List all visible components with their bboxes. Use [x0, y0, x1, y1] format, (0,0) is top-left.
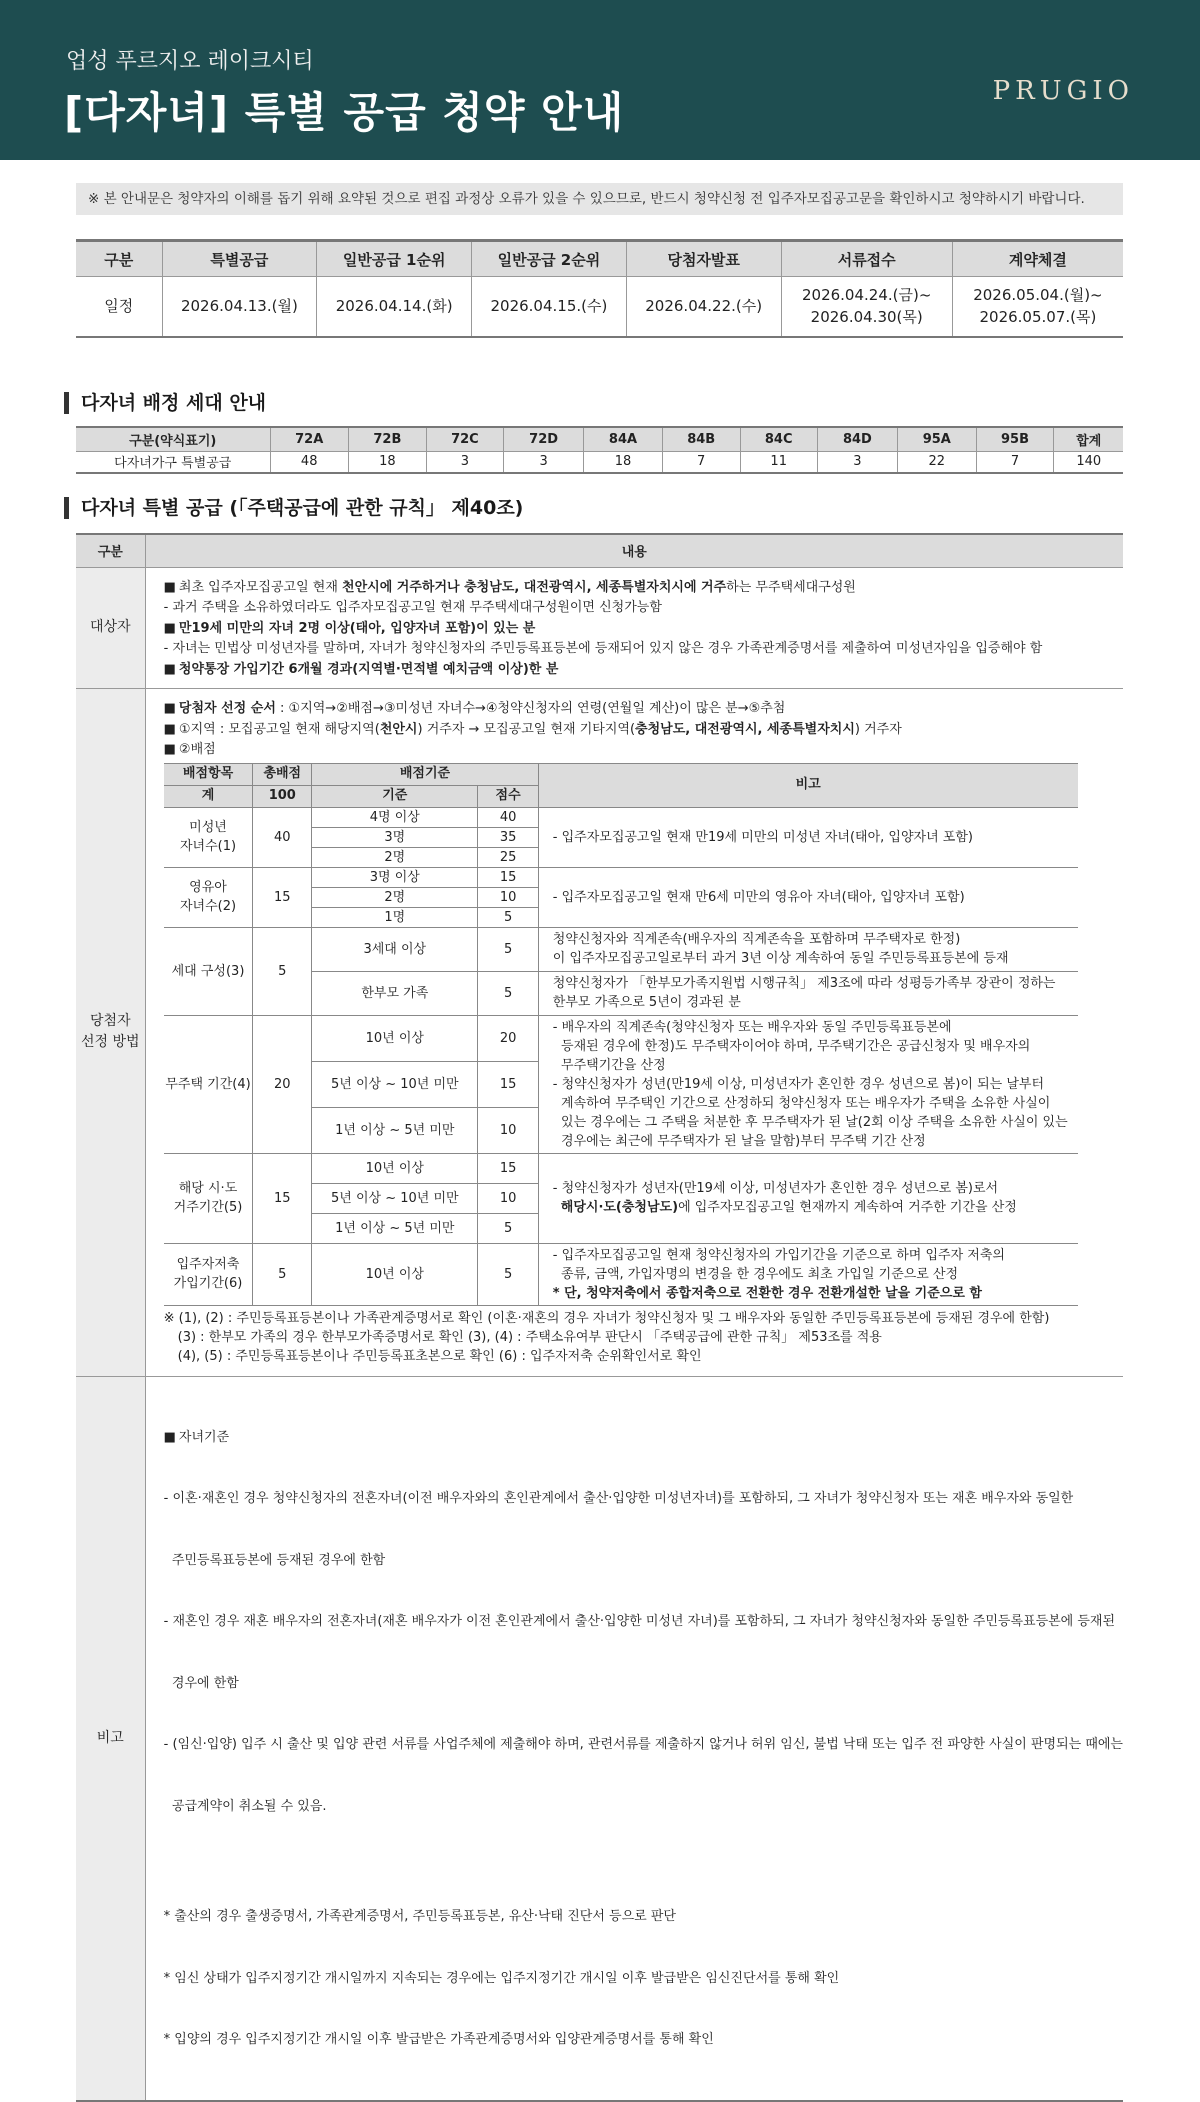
alloc-header: 72B [348, 427, 426, 451]
score-item: 무주택 기간(4) [164, 1015, 253, 1153]
score-footnotes: ※ (1), (2) : 주민등록표등본이나 가족관계증명서로 확인 (이혼·재혼의 경우 자녀가 청약신청자 및 그 배우자와 동일한 주민등록표등본에 등재된 경우에 한함) (3) : 한부모 가족의 경우 한부모가족증명서로 확인 (3), (4) : 주택소유여부 판단시 「주택공급에 관한 규칙」 제53조를 적용 (4), (5) : 주민등록표등본이나 주민등록표초본으로 확인 (6) : 입주자저축 순위확인서로 확인 [163, 1310, 1050, 1364]
eligible-label: 대상자 [76, 567, 145, 689]
schedule-date: 2026.04.13.(월) [162, 277, 317, 337]
page-header [0, 0, 1200, 160]
score-total: 20 [253, 1015, 312, 1153]
method-content: ■ 당첨자 선정 순서 : ①지역→②배점→③미성년 자녀수→④청약신청자의 연령(연월일 계산)이 많은 분→⑤추첨 ■ ①지역 : 모집공고일 현재 해당지역(천안시) 거주자 → 모집공고일 현재 기타지역(충청남도, 대전광역시, 세종특별자치시) 거주자 ■ ②배점 배점항목 총배점 배점기준 비고 계 100 기준 점수 미성년 자녀수(1) 40 4명 이상 40 - 입주자모집공고일 현재 만19세 미만의 미성년 자녀(태아, 입양자녀 포함) 3명 35 2명 25 영유아 자녀수(2) 15 3명 이상 15 - 입주자모집공고일 현재 만6세 미만의 영유아 자녀(태아, 입양자녀 포함) 2명 10 1명 5 세대 구성(3) 5 3세대 이상 5 청약신청자와 직계존속(배우자의 직계존속을 포함하며 무주택자로 한정) 이 입주자모집공고일로부터 과거 3년 이상 계속하여 동일 주민등록표등본에 등재 한부모 가족 5 청약신청자가 「한부모가족지원법 시행규칙」 제3조에 따라 성평등가족부 장관이 정하는 한부모 가족으로 5년이 경과된 분 무주택 기간(4) 20 10년 이상 20 - 배우자의 직계존속(청약신청자 또는 배우자와 동일 주민등록표등본에 등재된 경우에 한정)도 무주택자이어야 하며, 무주택기간은 공급신청자 및 배우자의 무주택기간을 산정 - 청약신청자가 성년(만19세 이상, 미성년자가 혼인한 경우 성년으로 봄)이 되는 날부터 계속하여 무주택인 기간으로 산정하되 청약신청자 또는 배우자가 주택을 소유한 사실이 있는 경우에는 그 주택을 처분한 후 무주택자가 된 날(2회 이상 주택을 소유한 사실이 있는 경우에는 최근에 무주택자가 된 날을 말함)부터 무주택 기간 산정 5년 이상 ~ 10년 미만 15 1년 이상 ~ 5년 미만 10 해당 시·도 거주기간(5) 15 10년 이상 15 - 청약신청자가 성년자(만19세 이상, 미성년자가 혼인한 경우 성년으로 봄)로서 해당시·도(충청남도)에 입주자모집공고일 현재까지 계속하여 거주한 기간을 산정 5년 이상 ~ 10년 미만 10 1년 이상 ~ 5년 미만 5 입주자저축 가입기간(6) 5 10년 이상 5 - 입주자모집공고일 현재 청약신청자의 가입기간을 기준으로 하며 입주자 저축의 종류, 금액, 가입자명의 변경을 한 경우에도 최초 가입일 기준으로 산정 * 단, 청약저축에서 종합저축으로 전환한 경우 전환개설한 날을 기준으로 함 ※ (1), (2) : 주민등록표등본이나 가족관계증명서로 확인 (이혼·재혼의 경우 자녀가 청약신청자 및 그 배우자와 동일한 주민등록표등본에 등재된 경우에 한함) (3) : 한부모 가족의 경우 한부모가족증명서로 확인 (3), (4) : 주택소유여부 판단시 「주택공급에 관한 규칙」 제53조를 적용 (4), (5) : 주민등록표등본이나 주민등록표초본으로 확인 (6) : 입주자저축 순위확인서로 확인 [145, 689, 1123, 1377]
schedule-header: 구분 [76, 241, 162, 277]
eligible-content: ■ 최초 입주자모집공고일 현재 천안시에 거주하거나 충청남도, 대전광역시, 세종특별자치시에 거주하는 무주택세대구성원 - 과거 주택을 소유하였더라도 입주자모집공고일 현재 무주택세대구성원이면 신청가능함 ■ 만19세 미만의 자녀 2명 이상(태아, 입양자녀 포함)이 있는 분 - 자녀는 민법상 미성년자를 말하며, 자녀가 청약신청자의 주민등록표등본에 등재되어 있지 않은 경우 가족관계증명서를 제출하여 미성년자임을 입증해야 함 ■ 청약통장 가입기간 6개월 경과(지역별·면적별 예치금액 이상)한 분 [145, 567, 1123, 689]
alloc-header: 구분(약식표기) [76, 427, 270, 451]
allocation-table [76, 426, 1123, 474]
alloc-header: 95B [976, 427, 1054, 451]
score-total: 40 [253, 807, 312, 867]
alloc-cell: 3 [426, 451, 503, 473]
page-title: [다자녀] 특별 공급 청약 안내 [64, 88, 625, 137]
alloc-header: 합계 [1054, 427, 1123, 451]
schedule-header: 서류접수 [781, 241, 952, 277]
alloc-header: 84C [740, 427, 817, 451]
schedule-header: 당첨자발표 [626, 241, 781, 277]
allocation-section-title: 다자녀 배정 세대 안내 [64, 392, 266, 414]
score-total: 5 [253, 1243, 312, 1305]
score-total: 5 [253, 927, 312, 1015]
main-header-content: 내용 [145, 534, 1123, 567]
alloc-header: 84D [817, 427, 897, 451]
alloc-cell: 18 [348, 451, 426, 473]
score-item: 입주자저축 가입기간(6) [164, 1243, 253, 1305]
score-table: 배점항목 총배점 배점기준 비고 계 100 기준 점수 미성년 자녀수(1) 40 4명 이상 40 - 입주자모집공고일 현재 만19세 미만의 미성년 자녀(태아, 입양자녀 포함) 3명 35 2명 25 영유아 자녀수(2) 15 3명 이상 15 - 입주자모집공고일 현재 만6세 미만의 영유아 자녀(태아, 입양자녀 포함) 2명 10 1명 5 세대 구성(3) 5 3세대 이상 5 청약신청자와 직계존속(배우자의 직계존속을 포함하며 무주택자로 한정) 이 입주자모집공고일로부터 과거 3년 이상 계속하여 동일 주민등록표등본에 등재 한부모 가족 5 청약신청자가 「한부모가족지원법 시행규칙」 제3조에 따라 성평등가족부 장관이 정하는 한부모 가족으로 5년이 경과된 분 무주택 기간(4) 20 10년 이상 20 - 배우자의 직계존속(청약신청자 또는 배우자와 동일 주민등록표등본에 등재된 경우에 한정)도 무주택자이어야 하며, 무주택기간은 공급신청자 및 배우자의 무주택기간을 산정 - 청약신청자가 성년(만19세 이상, 미성년자가 혼인한 경우 성년으로 봄)이 되는 날부터 계속하여 무주택인 기간으로 산정하되 청약신청자 또는 배우자가 주택을 소유한 사실이 있는 경우에는 그 주택을 처분한 후 무주택자가 된 날(2회 이상 주택을 소유한 사실이 있는 경우에는 최근에 무주택자가 된 날을 말함)부터 무주택 기간 산정 5년 이상 ~ 10년 미만 15 1년 이상 ~ 5년 미만 10 해당 시·도 거주기간(5) 15 10년 이상 15 - 청약신청자가 성년자(만19세 이상, 미성년자가 혼인한 경우 성년으로 봄)로서 해당시·도(충청남도)에 입주자모집공고일 현재까지 계속하여 거주한 기간을 산정 5년 이상 ~ 10년 미만 10 1년 이상 ~ 5년 미만 5 입주자저축 가입기간(6) 5 10년 이상 5 - 입주자모집공고일 현재 청약신청자의 가입기간을 기준으로 하며 입주자 저축의 종류, 금액, 가입자명의 변경을 한 경우에도 최초 가입일 기준으로 산정 * 단, 청약저축에서 종합저축으로 전환한 경우 전환개설한 날을 기준으로 함 [164, 763, 1078, 1306]
alloc-header: 72C [426, 427, 503, 451]
remarks-label: 비고 [76, 1376, 145, 2101]
schedule-header: 특별공급 [162, 241, 317, 277]
main-header-category: 구분 [76, 534, 145, 567]
schedule-header: 계약체결 [952, 241, 1123, 277]
alloc-cell: 3 [503, 451, 583, 473]
score-item: 세대 구성(3) [164, 927, 253, 1015]
score-total: 15 [253, 867, 312, 927]
notice-banner: ※ 본 안내문은 청약자의 이해를 돕기 위해 요약된 것으로 편집 과정상 오류가 있을 수 있으므로, 반드시 청약신청 전 입주자모집공고문을 확인하시고 청약하시기 바랍니다. [76, 183, 1123, 215]
complex-name: 업성 푸르지오 레이크시티 [66, 49, 314, 74]
schedule-row-label: 일정 [76, 277, 162, 337]
alloc-cell: 다자녀가구 특별공급 [76, 451, 270, 473]
schedule-date: 2026.04.14.(화) [317, 277, 472, 337]
alloc-header: 84B [662, 427, 740, 451]
schedule-date: 2026.04.15.(수) [472, 277, 627, 337]
alloc-header: 95A [898, 427, 976, 451]
schedule-header: 일반공급 1순위 [317, 241, 472, 277]
alloc-cell: 3 [817, 451, 897, 473]
alloc-cell: 22 [898, 451, 976, 473]
score-item: 미성년 자녀수(1) [164, 807, 253, 867]
special-supply-table [76, 533, 1123, 2102]
schedule-table [76, 239, 1123, 338]
alloc-cell: 11 [740, 451, 817, 473]
special-section-title: 다자녀 특별 공급 (「주택공급에 관한 규칙」 제40조) [64, 497, 523, 519]
score-total: 15 [253, 1153, 312, 1243]
schedule-header: 일반공급 2순위 [472, 241, 627, 277]
alloc-header: 72D [503, 427, 583, 451]
method-label: 당첨자 선정 방법 [76, 689, 145, 1377]
alloc-cell: 7 [662, 451, 740, 473]
schedule-contract: 2026.05.04.(월)~ 2026.05.07.(목) [952, 277, 1123, 337]
alloc-cell: 48 [270, 451, 348, 473]
alloc-cell: 140 [1054, 451, 1123, 473]
score-item: 해당 시·도 거주기간(5) [164, 1153, 253, 1243]
schedule-docs: 2026.04.24.(금)~ 2026.04.30(목) [781, 277, 952, 337]
score-item: 영유아 자녀수(2) [164, 867, 253, 927]
schedule-date: 2026.04.22.(수) [626, 277, 781, 337]
alloc-cell: 18 [584, 451, 662, 473]
remarks-content: ■ 자녀기준 - 이혼·재혼인 경우 청약신청자의 전혼자녀(이전 배우자와의 혼인관계에서 출산·입양한 미성년자녀)를 포함하되, 그 자녀가 청약신청자 또는 재혼 배우자와 동일한 주민등록표등본에 등재된 경우에 한함 - 재혼인 경우 재혼 배우자의 전혼자녀(재혼 배우자가 이전 혼인관계에서 출산·입양한 미성년 자녀)를 포함하되, 그 자녀가 청약신청자와 동일한 주민등록표등본에 등재된 경우에 한함 - (임신·입양) 입주 시 출산 및 입양 관련 서류를 사업주체에 제출해야 하며, 관련서류를 제출하지 않거나 허위 임신, 불법 낙태 또는 입주 전 파양한 사실이 판명되는 때에는 공급계약이 취소될 수 있음. * 출산의 경우 출생증명서, 가족관계증명서, 주민등록표등본, 유산·낙태 진단서 등으로 판단 * 임신 상태가 입주지정기간 개시일까지 지속되는 경우에는 입주지정기간 개시일 이후 발급받은 임신진단서를 통해 확인 * 입양의 경우 입주지정기간 개시일 이후 발급받은 가족관계증명서와 입양관계증명서를 통해 확인 [145, 1376, 1123, 2101]
alloc-header: 84A [584, 427, 662, 451]
alloc-header: 72A [270, 427, 348, 451]
alloc-cell: 7 [976, 451, 1054, 473]
brand-logo: PRUGIO [992, 76, 1134, 106]
